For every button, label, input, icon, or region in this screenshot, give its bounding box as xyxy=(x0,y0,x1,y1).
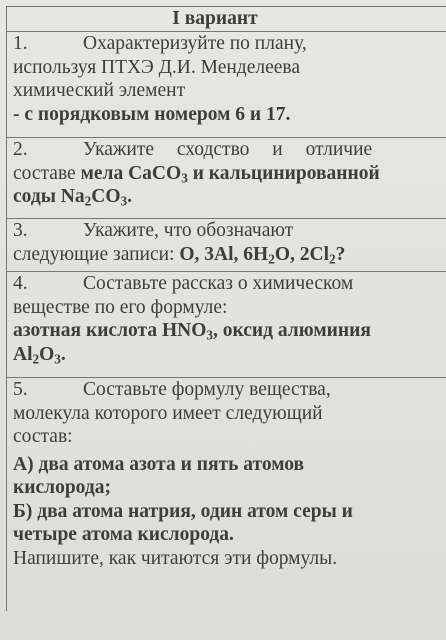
task-5-line-7: четыре атома кислорода. xyxy=(13,524,234,545)
task-4-line-1: 4. Составьте рассказ о химическом xyxy=(13,273,354,294)
task-1-number: 1. xyxy=(13,33,28,54)
task-2-line-2: составе мела CaCO$_3$ и кальцинированной xyxy=(13,162,380,185)
variant-header xyxy=(7,7,446,32)
task-4-line-2: веществе по его формуле: xyxy=(13,296,228,318)
task-5-line-5: кислорода; xyxy=(13,477,111,498)
task-row-3 xyxy=(7,219,446,272)
assignment-table xyxy=(6,6,446,611)
task-3-line-1: 3. Укажите, что обозначают xyxy=(13,220,294,241)
task-1-line-2: используя ПТХЭ Д.И. Менделеева xyxy=(13,56,301,78)
task-5-line-8: Напишите, как читаются эти формулы. xyxy=(13,547,338,569)
task-5-line-1: 5. Составьте формулу вещества, xyxy=(13,379,331,400)
variant-title: I вариант xyxy=(172,8,258,29)
task-5-line-3: состав: xyxy=(13,426,73,447)
task-4-number: 4. xyxy=(13,273,28,294)
task-2-line-3: соды $Na_2CO_3$. xyxy=(13,186,133,209)
task-5-line-4: А) два атома азота и пять атомов xyxy=(13,453,305,475)
task-2-number: 2. xyxy=(13,139,28,160)
task-row-5 xyxy=(7,378,446,611)
task-4-line-4: $Al_2O_3$. xyxy=(13,343,66,366)
task-5-line-2: молекула которого имеет следующий xyxy=(13,402,323,424)
task-row-4 xyxy=(7,272,446,378)
task-4-line-3: азотная кислота $HNO_3$, оксид алюминия xyxy=(13,320,371,343)
task-2-line-1: 2. Укажите сходство и отличие xyxy=(13,139,373,160)
task-5-number: 5. xyxy=(13,379,28,400)
task-5-line-6: Б) два атома натрия, один атом серы и xyxy=(13,500,353,522)
task-1-line-1: 1. Охарактеризуйте по плану, xyxy=(13,33,307,54)
task-row-2 xyxy=(7,138,446,219)
task-3-line-2: следующие записи: O, 3Al, $6H_2O$, $2Cl_2$? xyxy=(13,243,346,266)
task-row-1 xyxy=(7,32,446,138)
task-3-number: 3. xyxy=(13,220,28,241)
task-1-line-3: химический элемент xyxy=(13,80,186,101)
task-1-line-4: - с порядковым номером 6 и 17. xyxy=(13,103,291,125)
